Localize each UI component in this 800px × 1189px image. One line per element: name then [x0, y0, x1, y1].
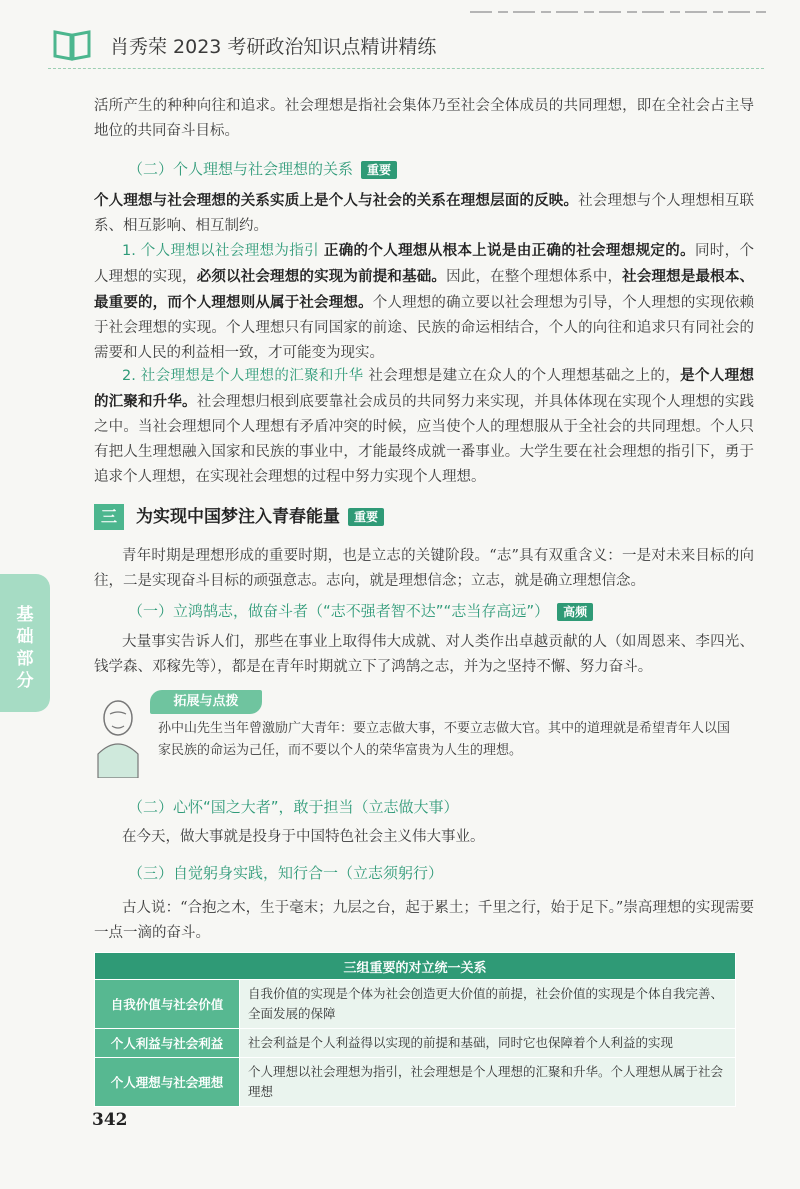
important-tag-2: 重要 [348, 508, 384, 526]
side-tab-label: 基础部分 [16, 605, 34, 691]
subheading-3-1 [128, 600, 593, 622]
big-paragraph [94, 825, 754, 850]
subheading-3-3: （三）自觉躬身实践，知行合一（立志须躬行） [128, 864, 444, 882]
table-row-key: 个人理想与社会理想 [95, 1058, 240, 1107]
table-title: 三组重要的对立统一关系 [95, 953, 736, 980]
point-1-bold-c: 必须以社会理想的实现为前提和基础。 [196, 268, 447, 285]
section-3-number: 三 [94, 504, 124, 530]
point-2-label: 2. 社会理想是个人理想的汇聚和升华 [122, 368, 364, 384]
examples-text: 大量事实告诉人们，那些在事业上取得伟大成就、对人类作出卓越贡献的人（如周恩来、李四光、钱学森、邓稼先等），都是在青年时期就立下了鸿鹄之志，并为之坚持不懈、努力奋斗。 [94, 634, 754, 675]
table-row-value: 自我价值的实现是个体为社会创造更大价值的前提，社会价值的实现是个体自我完善、全面发展的保障 [240, 980, 736, 1029]
point-1-text-f: 个人理想的确立要以社会理想为引导，个人理想的实现依赖于社会理想的实现。个人理想只有同国家的前途、民族的命运相结合，个人的向往和追求只有同社会的需要和人民的利益相一致，才可能变为现实。 [94, 295, 755, 361]
table-row [95, 1058, 736, 1107]
point-2-paragraph [94, 363, 754, 490]
frequent-tag: 高频 [557, 603, 593, 621]
section-3-title-text: 为实现中国梦注入青春能量 [136, 507, 340, 527]
note-badge: 拓展与点拨 [150, 690, 262, 714]
point-1-bold-e: 社会理想是最根本、最重要的，而个人理想则从属于社会理想。 [94, 268, 755, 311]
portrait-illustration [92, 694, 144, 778]
relation-paragraph [94, 188, 754, 239]
point-1-paragraph [94, 238, 754, 366]
intro-paragraph: 活所产生的种种向往和追求。社会理想是指社会集体乃至社会全体成员的共同理想，即在全社会占主导地位的共同奋斗目标。 [94, 98, 754, 139]
point-2-text-a: 社会理想是建立在众人的个人理想基础之上的， [368, 368, 681, 384]
subheading-3-2: （二）心怀“国之大者”，敢于担当（立志做大事） [128, 798, 459, 816]
table-row-key: 个人利益与社会利益 [95, 1029, 240, 1058]
point-1-text-b: 同时，个人理想的实现， [94, 243, 754, 285]
book-title: 肖秀荣 2023 考研政治知识点精讲精练 [110, 36, 437, 58]
section-3-heading [94, 504, 754, 530]
relation-rest: 社会理想与个人理想相互联系、相互影响、相互制约。 [94, 193, 754, 234]
table-row-key: 自我价值与社会价值 [95, 980, 240, 1029]
point-1-text-d: 因此，在整个理想体系中， [446, 269, 623, 285]
page-number: 342 [92, 1110, 128, 1130]
subheading-3-1-text: （一）立鸿鹄志，做奋斗者（“志不强者智不达”“志当存高远”） [128, 602, 550, 620]
youth-text: 青年时期是理想形成的重要时期，也是立志的关键阶段。“志”具有双重含义：一是对未来目标的向往，二是实现奋斗目标的顽强意志。志向，就是理想信念；立志，就是确立理想信念。 [94, 548, 754, 589]
important-tag: 重要 [361, 161, 397, 179]
ancient-text: 古人说：“合抱之木，生于毫末；九层之台，起于累土；千里之行，始于足下。”崇高理想的实现需要一点一滴的奋斗。 [94, 900, 754, 941]
table-row-value: 社会利益是个人利益得以实现的前提和基础，同时它也保障着个人利益的实现 [240, 1029, 736, 1058]
point-2-bold-b: 是个人理想的汇聚和升华。 [94, 367, 754, 410]
open-book-icon [52, 24, 92, 64]
header-divider [48, 68, 764, 69]
point-1-bold-a: 正确的个人理想从根本上说是由正确的社会理想规定的。 [323, 242, 695, 259]
note-text: 孙中山先生当年曾激励广大青年：要立志做大事，不要立志做大官。其中的道理就是希望青年人以国家民族的命运为己任，而不要以个人的荣华富贵为人生的理想。 [158, 721, 731, 758]
table-row [95, 1029, 736, 1058]
point-1-label: 1. 个人理想以社会理想为指引 [122, 243, 319, 259]
big-text: 在今天，做大事就是投身于中国特色社会主义伟大事业。 [122, 829, 485, 845]
relation-bold: 个人理想与社会理想的关系实质上是个人与社会的关系在理想层面的反映。 [94, 192, 579, 209]
top-scan-marks [470, 8, 770, 16]
section-3-title [136, 504, 384, 530]
ancient-paragraph [94, 896, 754, 946]
table-row-value: 个人理想以社会理想为指引，社会理想是个人理想的汇聚和升华。个人理想从属于社会理想 [240, 1058, 736, 1107]
subheading-relation [128, 158, 397, 180]
table-row [95, 980, 736, 1029]
point-2-text-c: 社会理想归根到底要靠社会成员的共同努力来实现，并具体体现在实现个人理想的实践之中。当社会理想同个人理想有矛盾冲突的时候，应当使个人的理想服从于全社会的共同理想。个人只有把人生理想融入国家和民族的事业中，才能最终成就一番事业。大学生要在社会理想的指引下，勇于追求个人理想，在实现社会理想的过程中努力实现个人理想。 [94, 394, 755, 485]
subheading-relation-text: （二）个人理想与社会理想的关系 [128, 160, 354, 178]
examples-paragraph [94, 630, 754, 680]
youth-paragraph [94, 544, 754, 594]
relations-table [94, 952, 736, 1107]
